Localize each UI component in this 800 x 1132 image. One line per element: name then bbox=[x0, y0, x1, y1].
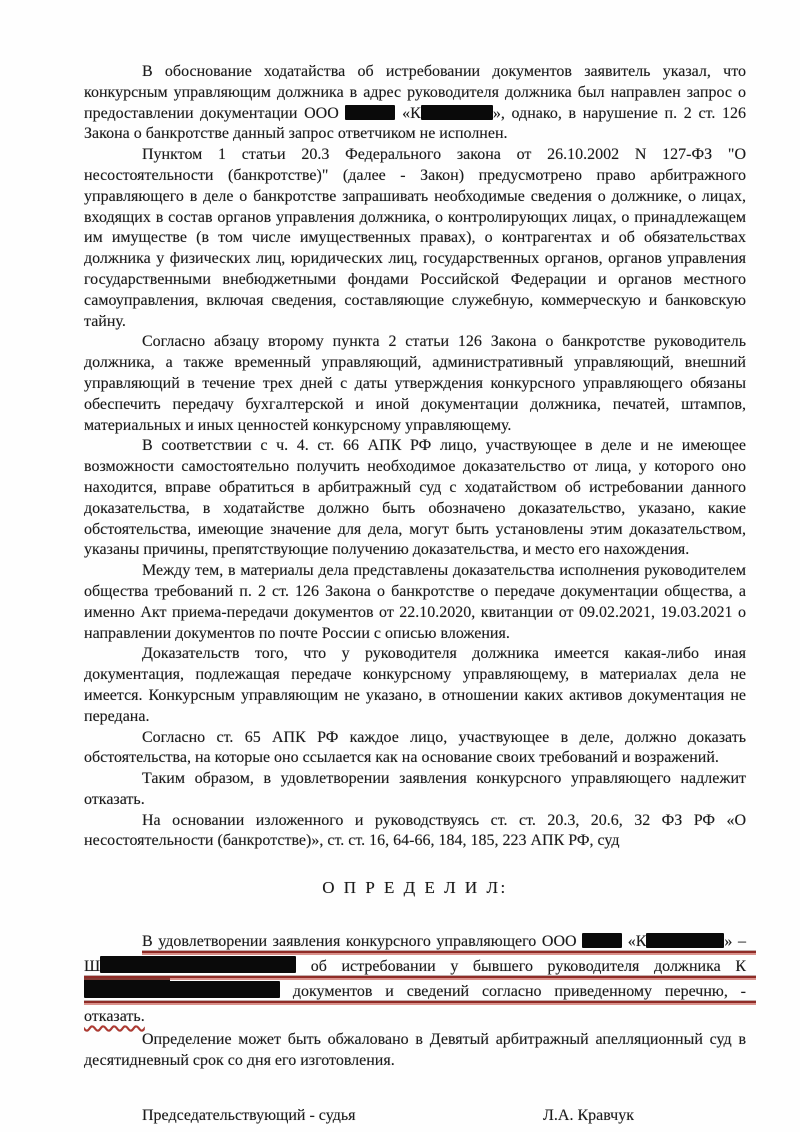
operative-text: » – bbox=[724, 933, 747, 951]
judge-role-label: Председательствующий - судья bbox=[142, 1106, 356, 1124]
paragraph-conclusion: Таким образом, в удовлетворении заявления конкурсного управляющего надлежит отказать. bbox=[84, 770, 746, 808]
paragraph-text: », однако, в нарушение п. 2 ст. 126 Закона о банкротстве данный запрос ответчиком не исполнен. bbox=[84, 104, 747, 143]
operative-text: В удовлетворении заявления конкурсного управляющего ООО bbox=[142, 933, 577, 951]
paragraph-no-proof: Доказательств того, что у руководителя должника имеется какая-либо иная документация, подлежащая передаче конкурсному управляющему, в материалах дела не имеется. Конкурсным управляющим не указано, в отношении каких активов документация не передана. bbox=[84, 645, 746, 725]
operative-line bbox=[84, 956, 746, 981]
paragraph-motion-grounds bbox=[84, 62, 746, 145]
operative-text: «К bbox=[627, 933, 647, 951]
operative-part bbox=[84, 931, 746, 1030]
operative-line bbox=[84, 981, 746, 1006]
redaction-box bbox=[100, 956, 296, 973]
paragraph-evidence: Между тем, в материалы дела представлены доказательства исполнения руководителем общества требований п. 2 ст. 126 Закона о банкротстве о передаче документации общества, а именно Акт приема-передачи документов от 22.10.2020, квитанции от 09.02.2021, 19.03.2021 о направлении документов по почте России с описью вложения. bbox=[84, 562, 746, 642]
redaction-box bbox=[646, 933, 724, 948]
operative-text: документов и сведений согласно приведенному перечню, - bbox=[292, 983, 747, 1001]
paragraph-law-126: Согласно абзацу второму пункта 2 статьи 126 Закона о банкротстве руководитель должника, а также временный управляющий, административный управляющий, внешний управляющий в течение трех дней с даты утверждения конкурсного управляющего обязаны обеспечить передачу бухгалтерской и иной документации должника, печатей, штампов, материальных и иных ценностей конкурсному управляющему. bbox=[84, 333, 746, 434]
paragraph-text: «К bbox=[402, 104, 421, 122]
paragraph-text: В обоснование ходатайства об истребовании документов заявитель указал, что конкурсным управляющим должника в адрес руководителя должника был направлен запрос о предоставлении документации ООО bbox=[84, 63, 746, 122]
operative-text: об истребовании у бывшего руководителя должника К bbox=[310, 958, 747, 976]
paragraph-apk-65: Согласно ст. 65 АПК РФ каждое лицо, участвующее в деле, должно доказать обстоятельства, на которые оно ссылается как на основание своих требований и возражений. bbox=[84, 728, 746, 767]
redaction-box bbox=[421, 105, 493, 120]
redaction-box bbox=[345, 105, 395, 120]
paragraph-law-20-3: Пунктом 1 статьи 20.3 Федерального закона от 26.10.2002 N 127-ФЗ "О несостоятельности (банкротстве)" (далее - Закон) предусмотрено право арбитражного управляющего в деле о банкротстве запрашивать необходимые сведения о должнике, о лицах, входящих в состав органов управления должника, о контролирующих лицах, о принадлежащем им имуществе (в том числе имущественных правах), о контрагентах и об обязательствах должника у физических лиц, юридических лиц, государственных органов, органов управления государственными внебюджетными фондами Российской Федерации и органов местного самоуправления, включая сведения, составляющие служебную, коммерческую и банковскую тайну. bbox=[84, 146, 746, 330]
operative-line bbox=[84, 931, 746, 956]
judge-name: Л.А. Кравчук bbox=[543, 1106, 634, 1124]
paragraph-apk-66: В соответствии с ч. 4. ст. 66 АПК РФ лицо, участвующее в деле и не имеющее возможности самостоятельно получить необходимое доказательство от лица, у которого оно находится, вправе обратиться в арбитражный суд с ходатайством об истребовании данного доказательства, в ходатайстве должно быть обозначено доказательство, указано, какие обстоятельства, имеющие значение для дела, могут быть установлены этим доказательством, указаны причины, препятствующие получению доказательства, и место его нахождения. bbox=[84, 437, 746, 559]
ruling-heading: О П Р Е Д Е Л И Л: bbox=[322, 878, 508, 898]
operative-text: Ш bbox=[84, 958, 101, 976]
refuse-word: отказать. bbox=[84, 1008, 145, 1026]
operative-line bbox=[84, 1006, 746, 1030]
paragraph-legal-basis: На основании изложенного и руководствуясь ст. ст. 20.3, 20.6, 32 ФЗ РФ «О несостоятельности (банкротстве)», ст. ст. 16, 64-66, 184, 185, 223 АПК РФ, суд bbox=[84, 811, 746, 850]
redaction-box bbox=[84, 981, 280, 998]
paragraph-appeal-rights: Определение может быть обжаловано в Девятый арбитражный апелляционный суд в десятидневный срок со дня его изготовления. bbox=[84, 1031, 746, 1069]
document-body bbox=[84, 62, 746, 1126]
signature-block bbox=[84, 1106, 746, 1127]
redaction-box bbox=[582, 933, 622, 948]
